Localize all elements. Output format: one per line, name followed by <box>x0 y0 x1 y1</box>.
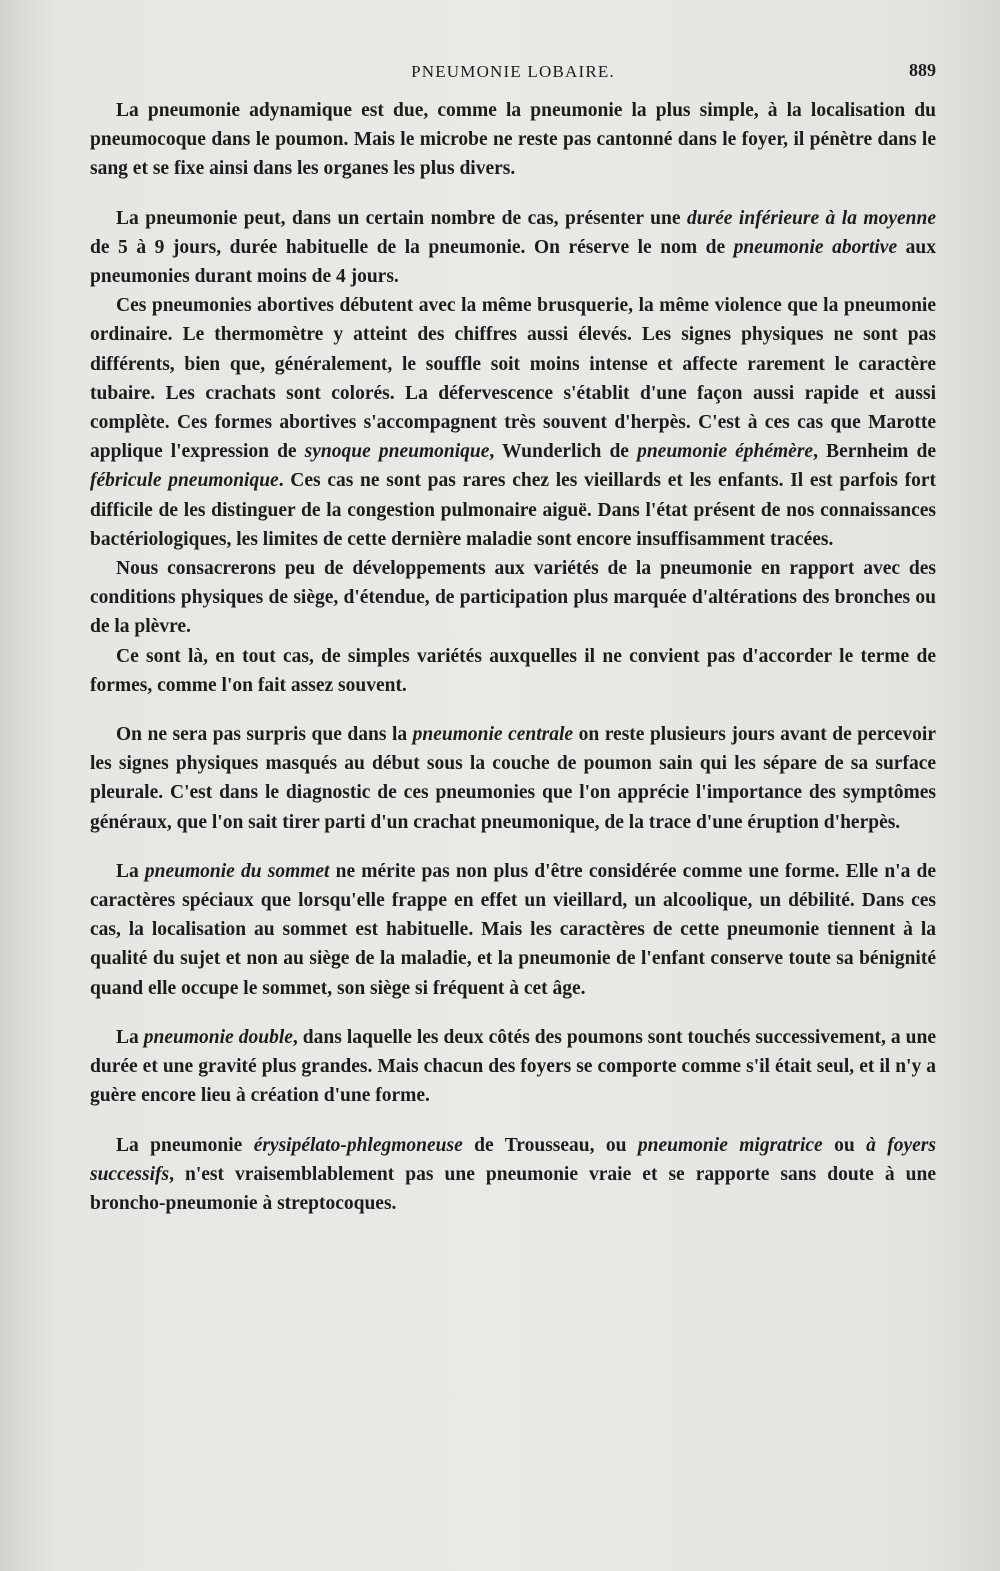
text-run: de Trousseau, ou <box>462 1134 638 1156</box>
text-run: Ce sont là, en tout cas, de simples variétés auxquelles il ne convient pas d'accorder le terme de formes, comme l'on fait assez souvent. <box>90 645 936 696</box>
text-run: ou <box>822 1134 867 1156</box>
italic-term: durée inférieure à la moyenne <box>686 207 936 229</box>
italic-term: pneumonie abortive <box>733 236 898 258</box>
italic-term: synoque pneumonique <box>304 441 490 463</box>
text-run: ne mérite pas non plus d'être considérée comme une forme. Elle n'a de caractères spéciaux que lorsqu'elle frappe en effet un vieillard, un alcoolique, un débilité. Dans ces cas, la localisation au sommet est habituelle. Mais les caractères de cette pneumonie tiennent à la qualité du sujet et non au siège de la maladie, et la pneumonie de l'enfant conserve toute sa bénignité quand elle occupe le sommet, son siège si fréquent à cet âge. <box>90 860 936 999</box>
paragraph-sommet <box>90 857 936 1003</box>
italic-term: pneumonie double <box>143 1026 293 1048</box>
paragraph-duree <box>90 204 936 292</box>
text-run: Nous consacrerons peu de développements aux variétés de la pneumonie en rapport avec des conditions physiques de siège, d'étendue, de participation plus marquée d'altérations des bronches ou de la plèvre. <box>90 558 936 638</box>
italic-term: fébricule pneumonique <box>90 470 279 492</box>
text-run: La <box>116 1026 144 1048</box>
paragraph-formes <box>90 642 936 700</box>
paragraph-double <box>90 1023 936 1111</box>
running-head <box>90 58 936 88</box>
paragraph-centrale <box>90 720 936 837</box>
italic-term: pneumonie du sommet <box>144 860 330 882</box>
text-run: On ne sera pas surpris que dans la <box>116 724 413 746</box>
text-run: de 5 à 9 jours, durée habituelle de la pneumonie. On réserve le nom de <box>90 236 734 258</box>
italic-term: pneumonie éphémère <box>637 441 814 463</box>
text-run: , Wunderlich de <box>489 441 638 463</box>
paragraph-erysipelato <box>90 1131 936 1219</box>
text-run: La pneumonie <box>116 1134 254 1156</box>
italic-term: pneumonie centrale <box>412 724 574 746</box>
text-run: , Bernheim de <box>813 441 936 463</box>
italic-term: à foyers successifs <box>90 1134 936 1185</box>
page-number: 889 <box>909 60 936 80</box>
text-run: aux pneumonies durant moins de 4 jours. <box>90 236 936 288</box>
text-run: . Ces cas ne sont pas rares chez les vieillards et les enfants. Il est parfois fort difficile de les distinguer de la congestion pulmonaire aiguë. Dans l'état présent de nos connaissances bactériologiques, les limites de cette dernière maladie sont encore insuffisamment tracées. <box>90 470 936 550</box>
paragraph-adynamique <box>90 96 936 184</box>
text-run: La pneumonie adynamique est due, comme la pneumonie la plus simple, à la localisation du pneumocoque dans le poumon. Mais le microbe ne reste pas cantonné dans le foyer, il pénètre dans le sang et se fixe ainsi dans les organes les plus divers. <box>90 100 936 180</box>
text-run: La <box>116 860 145 882</box>
italic-term: érysipélato-phlegmoneuse <box>253 1134 463 1156</box>
text-run: , n'est vraisemblablement pas une pneumonie vraie et se rapporte sans doute à une broncho-pneumonie à streptocoques. <box>90 1163 936 1214</box>
paragraph-abortives <box>90 291 936 554</box>
text-run: La pneumonie peut, dans un certain nombre de cas, présenter une <box>116 207 687 229</box>
paragraph-varietes <box>90 554 936 642</box>
running-title: PNEUMONIE LOBAIRE. <box>411 62 615 81</box>
text-run: , dans laquelle les deux côtés des poumons sont touchés successivement, a une durée et une gravité plus grandes. Mais chacun des foyers se comporte comme s'il était seul, et il n'y a guère encore lieu à création d'une forme. <box>90 1026 936 1107</box>
body-text <box>90 96 936 1218</box>
text-run: on reste plusieurs jours avant de percevoir les signes physiques masqués au début sous la couche de poumon sain qui les sépare de sa surface pleurale. C'est dans le diagnostic de ces pneumonies que l'on apprécie l'importance des symptômes généraux, que l'on sait tirer parti d'un crachat pneumonique, de la trace d'une éruption d'herpès. <box>90 724 936 833</box>
text-run: Ces pneumonies abortives débutent avec la même brusquerie, la même violence que la pneumonie ordinaire. Le thermomètre y atteint des chiffres aussi élevés. Les signes physiques ne sont pas différents, bien que, généralement, le souffle soit moins intense et affecte rarement le caractère tubaire. Les crachats sont colorés. La défervescence s'établit d'une façon aussi rapide et aussi complète. Ces formes abortives s'accompagnent très souvent d'herpès. C'est à ces cas que Marotte applique l'expression de <box>90 295 936 463</box>
italic-term: pneumonie migratrice <box>637 1134 823 1156</box>
